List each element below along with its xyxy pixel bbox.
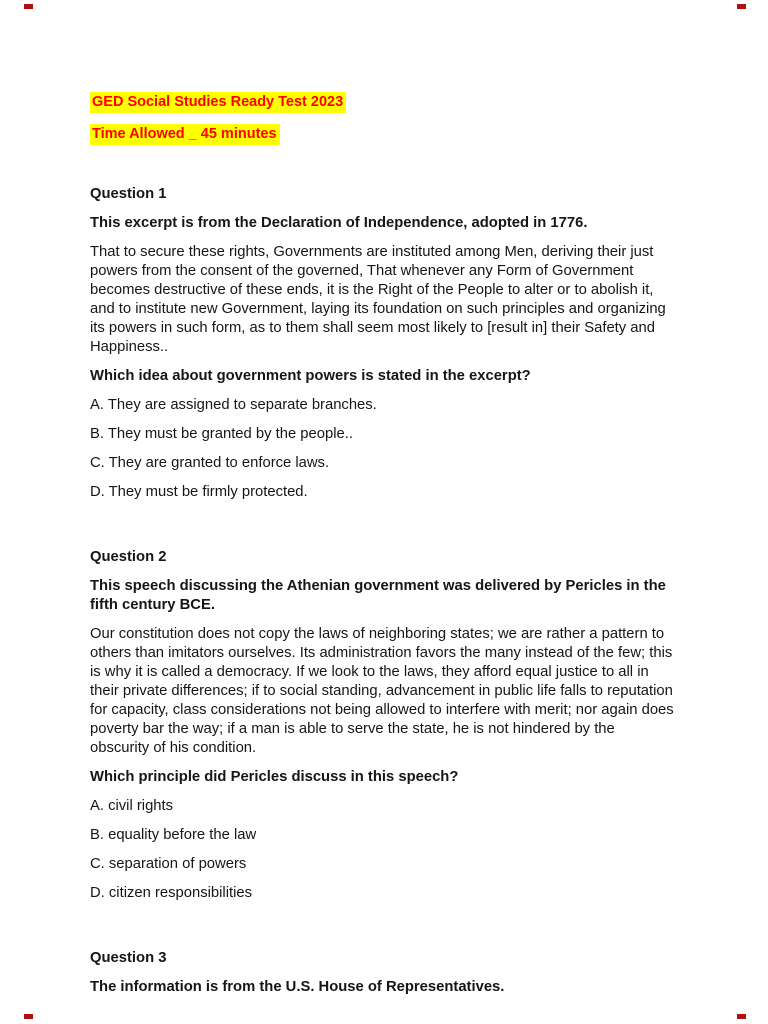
question-1-prompt: Which idea about government powers is stated in the excerpt? xyxy=(90,368,531,384)
question-1-passage: That to secure these rights, Governments are instituted among Men, deriving their just powers from the consent of the governed, That whenever any Form of Government becomes destructive of these ends, it is the Right of the People to alter or to abolish it, and to institute new Government, laying its foundation on such principles and organizing its powers in such form, as to them shall seem most likely to [result in] their Safety and Happiness.. xyxy=(90,244,666,355)
question-2-intro: This speech discussing the Athenian government was delivered by Pericles in the fifth century BCE. xyxy=(90,578,666,613)
question-1-option-b: B. They must be granted by the people.. xyxy=(90,426,353,442)
question-2-passage: Our constitution does not copy the laws of neighboring states; we are rather a pattern to others than imitators ourselves. Its administration favors the many instead of the few; this is why it is called a democracy. If we look to the laws, they afford equal justice to all in their private differences; if to social standing, advancement in public life falls to reputation for capacity, class considerations not being allowed to interfere with merit; nor again does poverty bar the way; if a man is able to serve the state, he is not hindered by the obscurity of his condition. xyxy=(90,626,674,756)
question-2-option-b: B. equality before the law xyxy=(90,827,257,843)
question-1-option-d: D. They must be firmly protected. xyxy=(90,484,308,500)
question-3-label: Question 3 xyxy=(90,950,167,966)
test-title-row xyxy=(90,92,678,113)
crop-mark-top-right xyxy=(737,4,746,9)
time-allowed-row xyxy=(90,124,678,145)
question-1 xyxy=(90,185,678,502)
question-1-option-a: A. They are assigned to separate branches. xyxy=(90,397,377,413)
test-header xyxy=(90,92,678,145)
question-2 xyxy=(90,548,678,903)
question-1-intro: This excerpt is from the Declaration of Independence, adopted in 1776. xyxy=(90,215,588,231)
question-3 xyxy=(90,949,678,997)
question-2-option-d: D. citizen responsibilities xyxy=(90,885,253,901)
test-title: GED Social Studies Ready Test 2023 xyxy=(90,92,346,113)
crop-mark-bottom-left xyxy=(24,1014,33,1019)
question-2-label: Question 2 xyxy=(90,549,167,565)
time-allowed: Time Allowed _ 45 minutes xyxy=(90,124,280,145)
crop-mark-bottom-right xyxy=(737,1014,746,1019)
question-1-option-c: C. They are granted to enforce laws. xyxy=(90,455,330,471)
question-2-prompt: Which principle did Pericles discuss in this speech? xyxy=(90,769,459,785)
question-3-intro: The information is from the U.S. House of Representatives. xyxy=(90,979,505,995)
crop-mark-top-left xyxy=(24,4,33,9)
question-2-option-c: C. separation of powers xyxy=(90,856,247,872)
question-1-label: Question 1 xyxy=(90,186,167,202)
question-2-option-a: A. civil rights xyxy=(90,798,174,814)
